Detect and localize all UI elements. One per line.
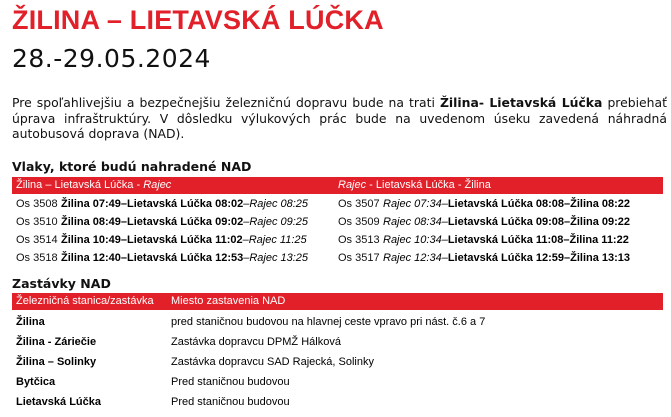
direction-header-right: [338, 179, 491, 191]
date-range: 28.-29.05.2024: [12, 44, 211, 73]
train-times-left: [61, 234, 307, 246]
train-times-right: [383, 198, 630, 210]
stop-row: [12, 373, 663, 393]
trains-heading: Vlaky, ktoré budú nahradené NAD: [12, 159, 252, 174]
stop-row: [12, 353, 663, 373]
intro-paragraph: [12, 95, 667, 142]
train-row: [12, 198, 663, 214]
direction-left-extra: Rajec: [143, 179, 172, 191]
route-name: Žilina- Lietavská Lúčka: [439, 95, 603, 110]
train-number: Os 3509: [338, 216, 380, 228]
stop-row: [12, 313, 663, 333]
stops-table-header: [12, 293, 663, 310]
direction-right-main: Lietavská Lúčka - Žilina: [375, 179, 491, 191]
direction-left-sep: -: [133, 179, 144, 191]
intro-text-1: Pre spoľahlivejšiu a bezpečnejšiu železničnú dopravu bude na trati: [12, 95, 440, 110]
train-row: [12, 234, 663, 250]
direction-right-extra: Rajec: [338, 179, 367, 191]
direction-left-main: Žilina – Lietavská Lúčka: [16, 179, 134, 191]
stop-row: [12, 393, 663, 413]
train-bold-times: Žilina 10:49–Lietavská Lúčka 11:02: [61, 234, 243, 246]
train-italic-times: Rajec 08:34–: [383, 216, 448, 228]
train-times-left: [61, 216, 308, 228]
train-times-right: [383, 216, 630, 228]
direction-header-left: [16, 179, 171, 191]
col-station-header: Železničná stanica/zastávka: [16, 295, 154, 307]
train-number: Os 3507: [338, 198, 380, 210]
train-row: [12, 252, 663, 268]
stop-location: Zastávka dopravcu DPMŽ Hálková: [171, 336, 341, 348]
stop-location: Pred staničnou budovou: [171, 376, 290, 388]
train-number: Os 3514: [16, 234, 58, 246]
stop-name: Žilina - Záriečie: [16, 336, 97, 348]
stop-name: Žilina – Solinky: [16, 356, 97, 368]
train-times-right: [383, 252, 630, 264]
train-number: Os 3517: [338, 252, 380, 264]
train-number: Os 3510: [16, 216, 58, 228]
train-number: Os 3513: [338, 234, 380, 246]
train-italic-times: –Rajec 08:25: [243, 198, 309, 210]
train-number: Os 3518: [16, 252, 58, 264]
train-bold-times: Lietavská Lúčka 12:59–Žilina 13:13: [447, 252, 631, 264]
stop-name: Žilina: [16, 316, 45, 328]
train-bold-times: Lietavská Lúčka 11:08–Žilina 11:22: [447, 234, 629, 246]
direction-right-sep: -: [366, 179, 376, 191]
train-italic-times: –Rajec 09:25: [243, 216, 309, 228]
col-place-header: Miesto zastavenia NAD: [171, 295, 286, 307]
train-italic-times: Rajec 10:34–: [383, 234, 448, 246]
train-italic-times: –Rajec 11:25: [242, 234, 307, 246]
stop-row: [12, 333, 663, 353]
train-bold-times: Lietavská Lúčka 08:08–Žilina 08:22: [447, 198, 631, 210]
page-title: ŽILINA – LIETAVSKÁ LÚČKA: [12, 5, 384, 35]
stop-name: Lietavská Lúčka: [16, 396, 101, 408]
intro-text-2: prebiehať úprava infraštruktúry. V dôsledku výlukových prác bude na uvedenom úseku zavedená náhradná autobusová doprava (NAD).: [12, 95, 667, 141]
train-number: Os 3508: [16, 198, 58, 210]
stop-name: Bytčica: [16, 376, 56, 388]
stops-heading: Zastávky NAD: [12, 276, 111, 291]
train-italic-times: Rajec 12:34–: [383, 252, 448, 264]
train-row: [12, 216, 663, 232]
train-times-left: [61, 252, 308, 264]
trains-table-header: [12, 177, 663, 194]
train-italic-times: –Rajec 13:25: [243, 252, 309, 264]
train-times-right: [383, 234, 629, 246]
stop-location: pred staničnou budovou na hlavnej ceste vpravo pri nást. č.6 a 7: [171, 316, 486, 328]
stop-location: Pred staničnou budovou: [171, 396, 290, 408]
train-bold-times: Žilina 07:49–Lietavská Lúčka 08:02: [61, 198, 244, 210]
train-bold-times: Lietavská Lúčka 09:08–Žilina 09:22: [447, 216, 631, 228]
train-italic-times: Rajec 07:34–: [383, 198, 448, 210]
train-times-left: [61, 198, 308, 210]
stop-location: Zastávka dopravcu SAD Rajecká, Solinky: [171, 356, 374, 368]
train-bold-times: Žilina 08:49–Lietavská Lúčka 09:02: [61, 216, 244, 228]
train-bold-times: Žilina 12:40–Lietavská Lúčka 12:53: [61, 252, 244, 264]
